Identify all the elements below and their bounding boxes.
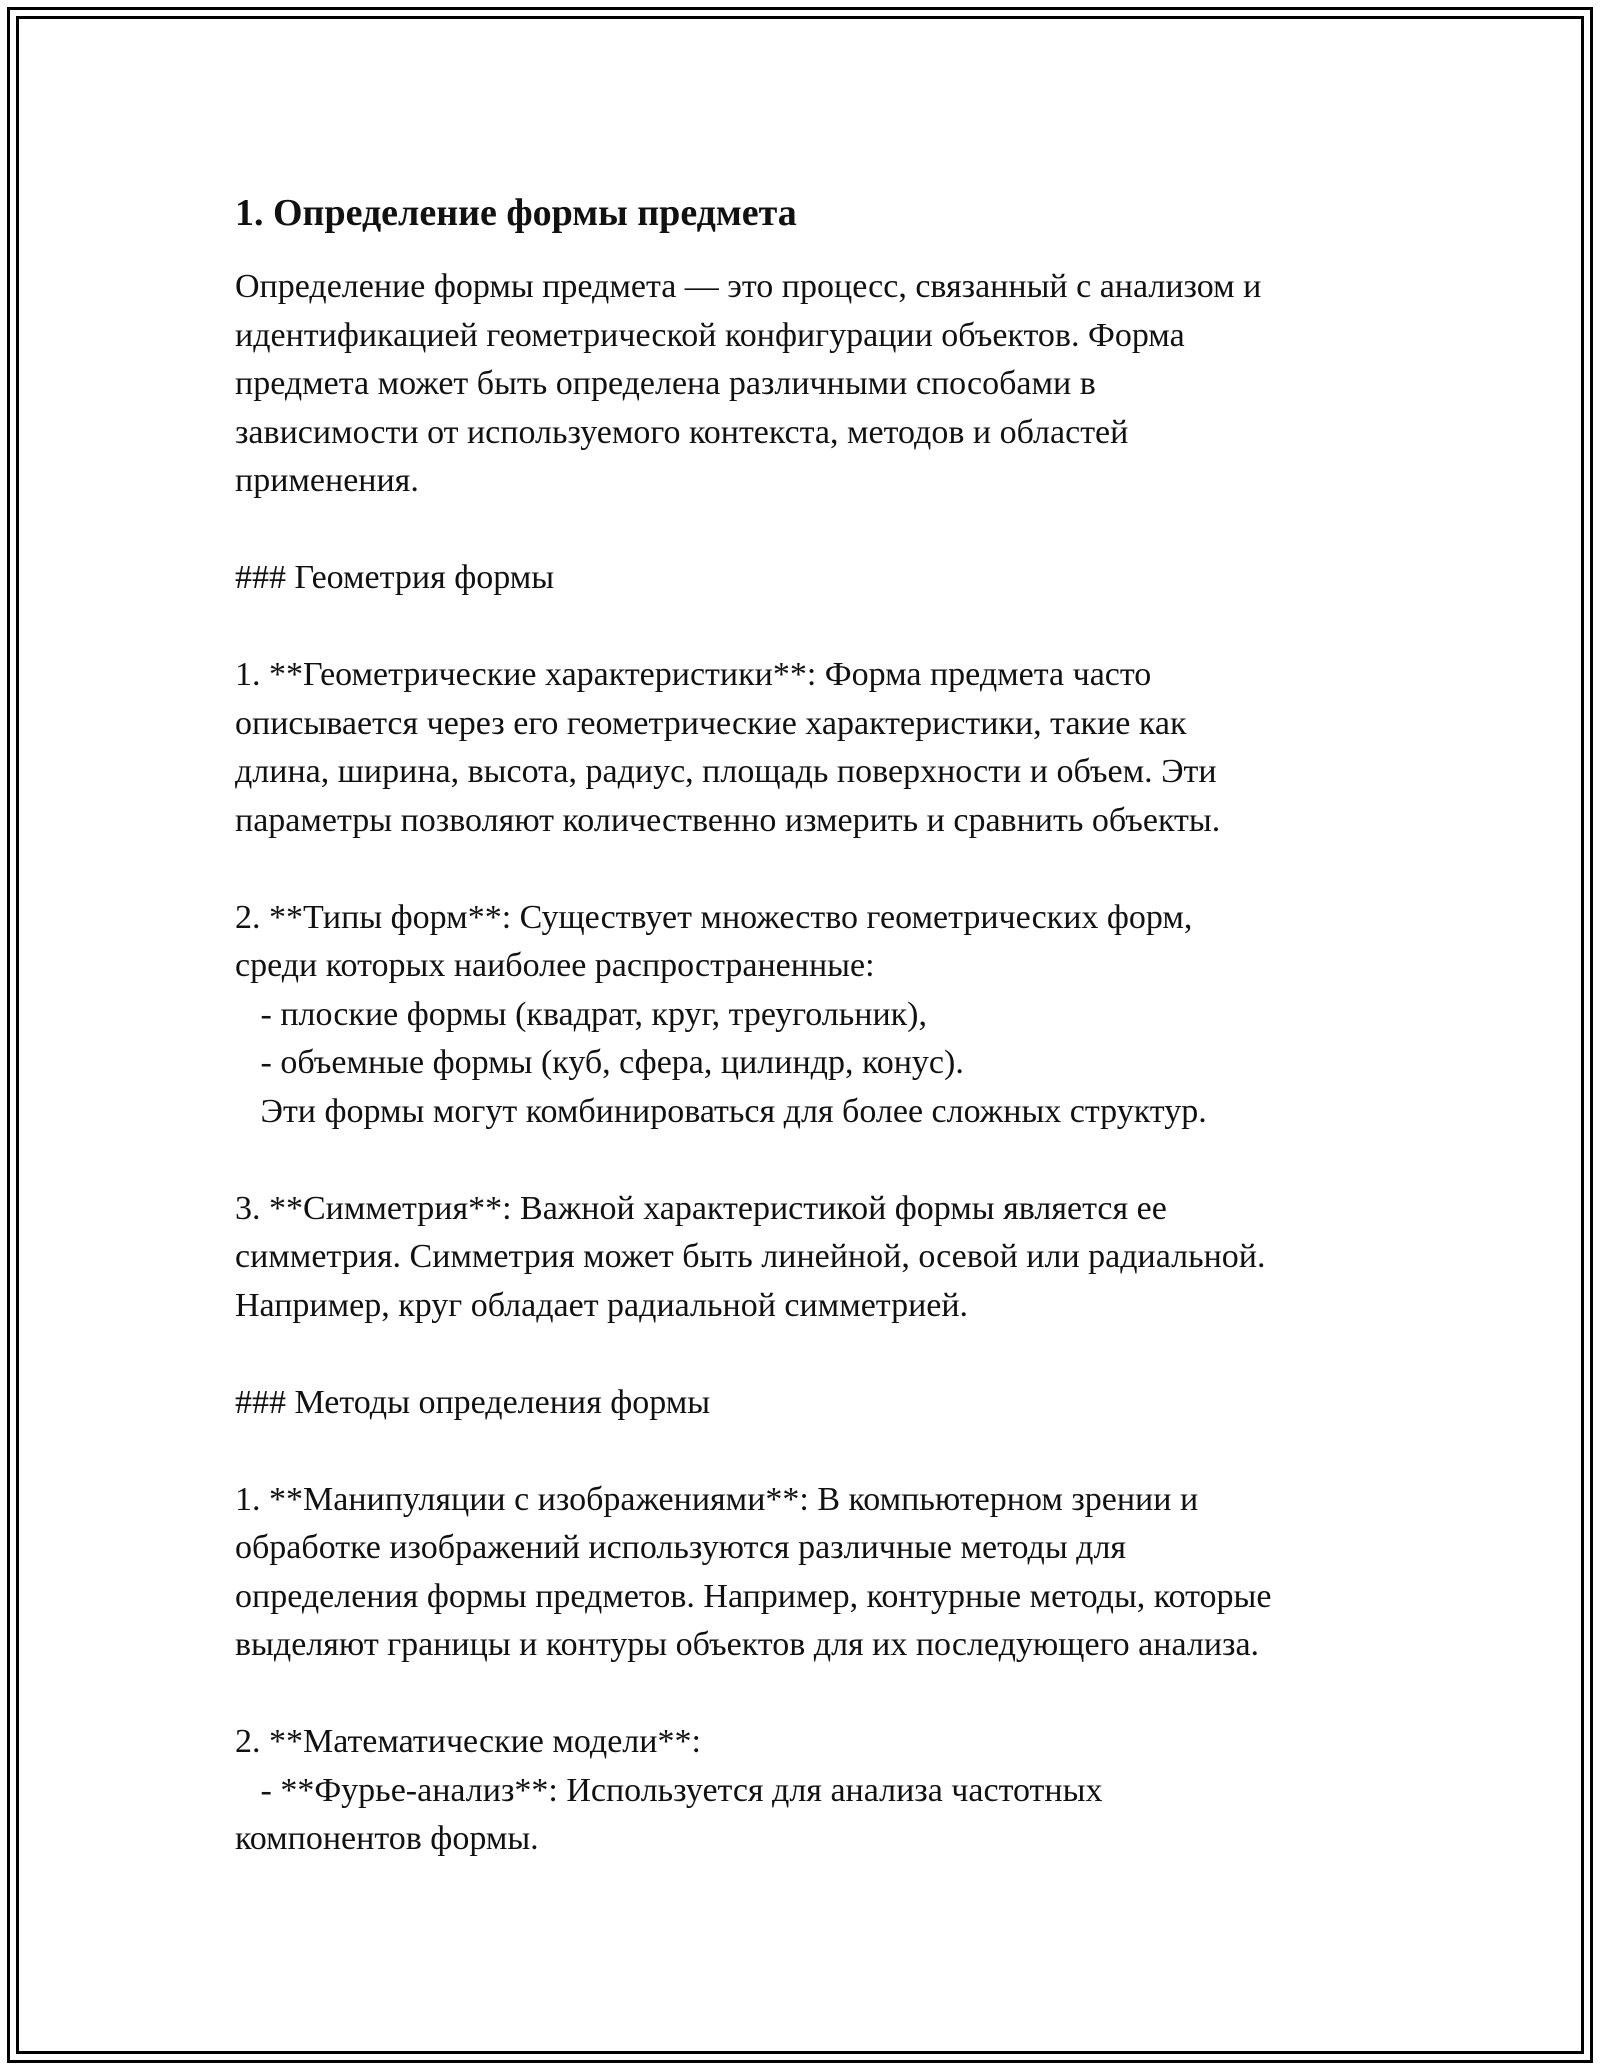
list-item-math-models: 2. **Математические модели**: - **Фурье-анализ**: Используется для анализа частотных компонентов формы. bbox=[235, 1723, 1103, 1857]
list-item-symmetry: 3. **Симметрия**: Важной характеристикой формы является ее симметрия. Симметрия может быть линейной, осевой или радиальной. Например, круг обладает радиальной симметрией. bbox=[235, 1189, 1266, 1324]
list-item-geometric-characteristics: 1. **Геометрические характеристики**: Форма предмета часто описывается через его геометрические характеристики, такие как длина, ширина, высота, радиус, площадь поверхности и объем. Эти параметры позволяют количественно измерить и сравнить объекты. bbox=[235, 656, 1221, 839]
document-title: 1. Определение формы предмета bbox=[235, 192, 797, 234]
intro-paragraph: Определение формы предмета — это процесс, связанный с анализом и идентификацией геометрической конфигурации объектов. Форма предмета может быть определена различными способами в зависимости от используемого контекста, методов и областей применения. bbox=[235, 268, 1262, 499]
paragraph-gap bbox=[235, 603, 1385, 652]
paragraph-gap bbox=[235, 1136, 1385, 1185]
document-body bbox=[235, 185, 1385, 1864]
section-heading-geometry: ### Геометрия формы bbox=[235, 559, 555, 596]
paragraph-gap bbox=[235, 1330, 1385, 1379]
paragraph-gap bbox=[235, 506, 1385, 555]
section-heading-methods: ### Методы определения формы bbox=[235, 1383, 711, 1421]
paragraph-gap bbox=[235, 1670, 1385, 1719]
list-item-shape-types: 2. **Типы форм**: Существует множество геометрических форм, среди которых наиболее распространенные: - плоские формы (квадрат, круг, треугольник), - объемные формы (куб, сфера, цилиндр, конус). Эти формы могут комбинироваться для более сложных структур. bbox=[235, 898, 1207, 1130]
paragraph-gap bbox=[235, 1427, 1385, 1476]
paragraph-gap bbox=[235, 845, 1385, 894]
list-item-image-manipulation: 1. **Манипуляции с изображениями**: В компьютерном зрении и обработке изображений используются различные методы для определения формы предметов. Например, контурные методы, которые выделяют границы и контуры объектов для их последующего анализа. bbox=[235, 1480, 1272, 1663]
